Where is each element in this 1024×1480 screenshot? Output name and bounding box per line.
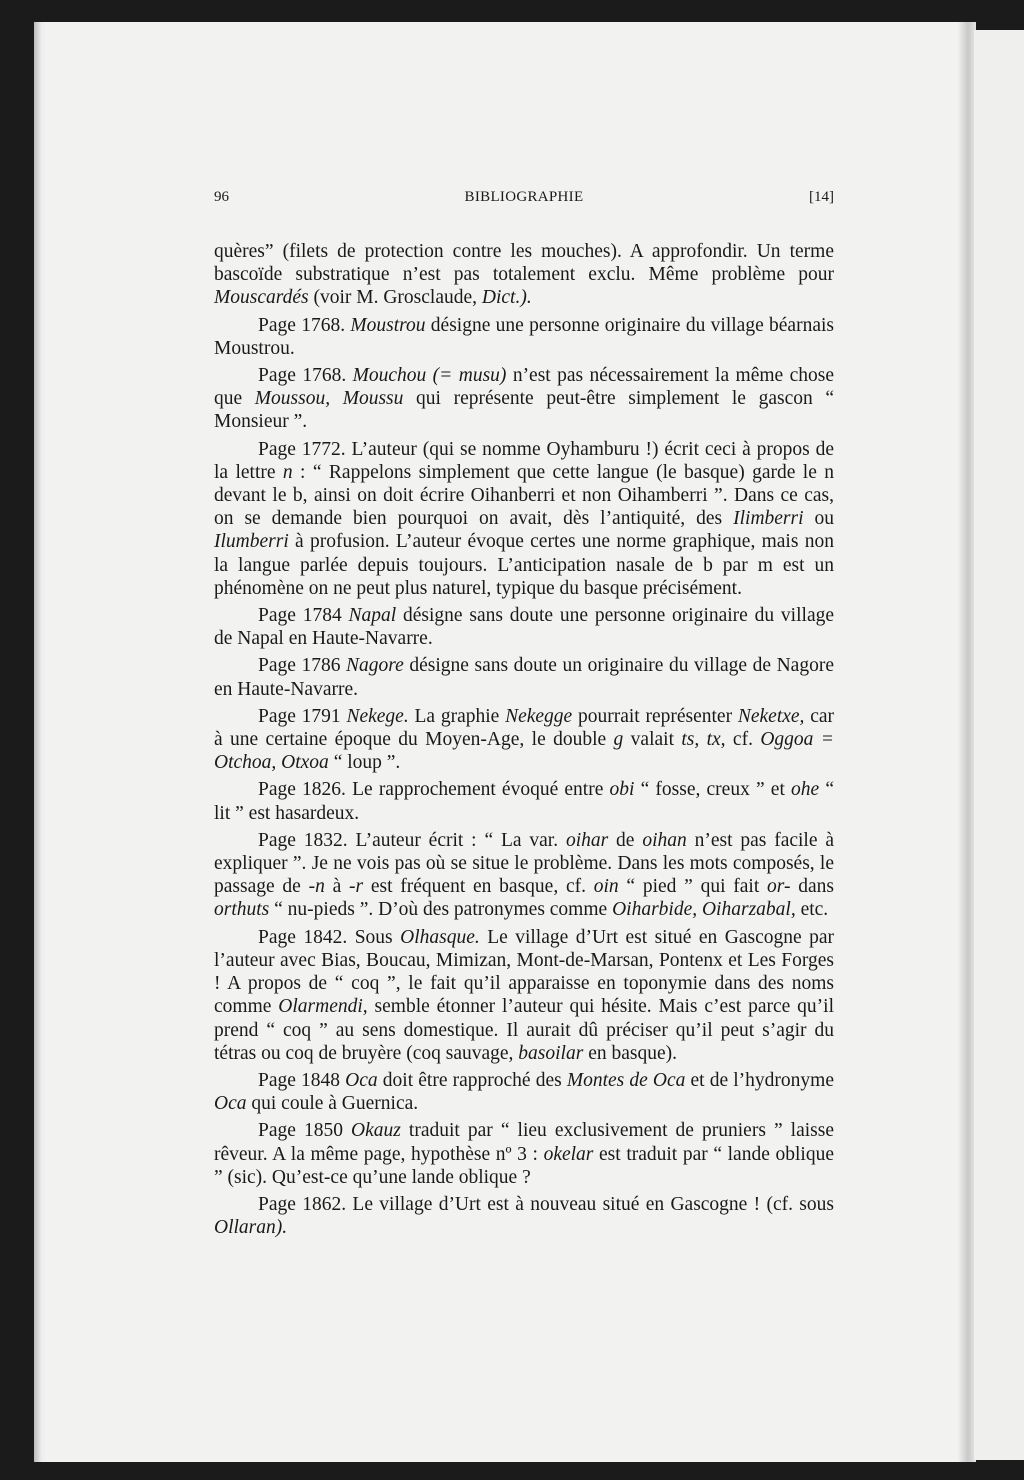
text-run: Page 1786 [258,655,347,677]
text-run: désigne une personne originaire du village béarnais Moustrou. [214,314,834,359]
italic-term: Mouscardés [214,287,309,309]
text-run: “ fosse, creux ” et [634,779,792,801]
italic-term: Dict.). [481,287,532,309]
text-run: Page 1848 [258,1069,346,1091]
italic-term: Napal [348,605,397,627]
italic-term: Montes de Oca [566,1069,686,1091]
text-run: à [324,876,350,898]
italic-term: okelar [543,1143,594,1165]
text-run: Page 1772. L’auteur (qui se nomme Oyhamburu !) écrit ceci à propos de la lettre [214,438,834,483]
running-header [214,189,834,211]
section-reference: [14] [809,189,834,205]
text-run: pourrait représenter [572,705,738,727]
text-run: ou [803,508,835,530]
italic-term: Oca [345,1069,378,1091]
italic-term: g [613,729,624,751]
text-run: Page 1784 [258,605,349,627]
page-edge-shadow [34,22,46,1462]
text-run: etc. [795,899,829,921]
text-run: Page 1850 [258,1120,352,1142]
italic-term: Olarmendi, [278,996,368,1018]
text-run: semble étonner l’auteur qui hésite. Mais c’est parce qu’il prend “ coq ” au sens domestique. Il aurait dû préciser qu’il peut s’agir du tétras ou coq de bruyère (coq sauvage, [214,996,834,1064]
text-run: dans [790,876,834,898]
text-run: de [608,829,643,851]
italic-term: Nekege. [346,705,409,727]
paragraph [214,1119,834,1189]
text-run: à profusion. L’auteur évoque certes une norme graphique, mais non la langue parlée depuis toujours. L’anticipation nasale de b par m est un phénomène on ne peut plus naturel, typique du basque précisément. [214,531,834,599]
italic-term: oihan [642,829,687,851]
text-run: Page 1826. Le rapprochement évoqué entre [258,779,610,801]
italic-term: Moustrou [350,314,426,336]
text-run: traduit par “ lieu exclusivement de pruniers ” laisse rêveur. A la même page, hypothèse nº 3 : [214,1120,835,1165]
text-run: n’est pas nécessairement la même chose que [214,365,835,410]
italic-term: Nagore [346,655,404,677]
italic-term: Olhasque. [400,926,480,948]
paragraph [214,314,834,360]
text-run: Le village d’Urt est situé en Gascogne par l’auteur avec Bias, Boucau, Mimizan, Mont-de-Marsan, Pontenx et Les Forges ! A propos de “ coq ”, le fait qu’il apparaisse en toponymie dans des noms comme [214,926,834,1018]
paragraph [214,364,834,434]
text-run: (voir M. Grosclaude, [308,287,482,309]
text-run: en basque). [583,1042,677,1064]
italic-term: ts, tx, [681,729,726,751]
italic-term: -r [349,876,364,898]
text-run: car à une certaine époque du Moyen-Age, le double [214,705,834,751]
text-run: qui représente peut-être simplement le gascon “ Monsieur ”. [214,388,835,433]
italic-term: Ollaran). [214,1217,288,1239]
text-run: Page 1832. L’auteur écrit : “ La var. [258,829,566,851]
text-run: : “ Rappelons simplement que cette langue (le basque) garde le n devant le b, ainsi on doit écrire Oihanberri et non Oihamberri ”. Dans ce cas, on se demande bien pourquoi on avait, dès l’antiquité, des [214,461,834,530]
italic-term: n [282,461,293,483]
italic-term: basoilar [518,1042,584,1064]
text-run: doit être rapproché des [377,1069,567,1091]
body-text [214,240,834,1243]
running-title: BIBLIOGRAPHIE [464,189,584,205]
paragraph [214,604,834,650]
paragraph [214,829,834,922]
text-run: n’est pas facile à expliquer ”. Je ne vois pas où se situe le problème. Dans les mots composés, le passage de [214,829,835,898]
italic-term: Okauz [351,1120,401,1142]
text-run: “ nu-pieds ”. D’où des patronymes comme [269,899,613,921]
paragraph [214,438,834,600]
text-run: “ loup ”. [328,752,401,774]
text-run: est traduit par “ lande oblique ” (sic). Qu’est-ce qu’une lande oblique ? [214,1143,834,1188]
paragraph [214,240,834,310]
italic-term: Ilumberri [214,531,289,553]
text-run: qui coule à Guernica. [246,1093,419,1115]
italic-term: Ilimberri [733,508,804,530]
text-run: valait [623,729,682,751]
italic-term: Neketxe, [737,705,805,727]
text-run: La graphie [408,705,506,727]
text-run: quères” (filets de protection contre les mouches). A approfondir. Un terme bascoïde substratique n’est pas totalement exclu. Même problème pour [214,241,834,286]
paragraph [214,705,834,775]
text-run: Page 1862. Le village d’Urt est à nouveau situé en Gascogne ! (cf. sous [258,1193,834,1215]
italic-term: Moussou, Moussu [254,388,404,410]
text-run: Page 1768. [258,314,351,336]
italic-term: obi [609,779,635,801]
facing-page-edge [974,30,1024,1460]
text-run: est fréquent en basque, cf. [363,876,594,898]
italic-term: oin [593,876,619,898]
italic-term: Oiharbide, Oiharzabal, [612,899,796,921]
italic-term: ohe [791,779,820,801]
text-run: et de l’hydronyme [685,1069,834,1091]
paragraph [214,778,834,824]
text-run: Page 1791 [258,705,347,727]
page-number: 96 [214,189,229,205]
paragraph [214,1193,834,1239]
text-run: “ lit ” est hasardeux. [214,779,835,824]
italic-term: Oggoa = Otchoa, Otxoa [214,729,834,774]
italic-term: Nekegge [505,705,573,727]
italic-term: or- [767,876,791,898]
text-run: Page 1842. Sous [258,926,401,948]
italic-term: Oca [214,1093,247,1115]
text-run: “ pied ” qui fait [618,876,768,898]
italic-term: -n [308,876,325,898]
paragraph [214,1069,834,1115]
text-run: désigne sans doute une personne originaire du village de Napal en Haute-Navarre. [214,605,834,650]
italic-term: Mouchou (= musu) [352,365,507,387]
italic-term: orthuts [214,899,270,921]
text-run: désigne sans doute un originaire du village de Nagore en Haute-Navarre. [214,655,834,700]
italic-term: oihar [565,829,609,851]
paragraph [214,654,834,700]
text-run: Page 1768. [258,365,353,387]
paragraph [214,926,834,1065]
text-run: cf. [725,729,761,751]
